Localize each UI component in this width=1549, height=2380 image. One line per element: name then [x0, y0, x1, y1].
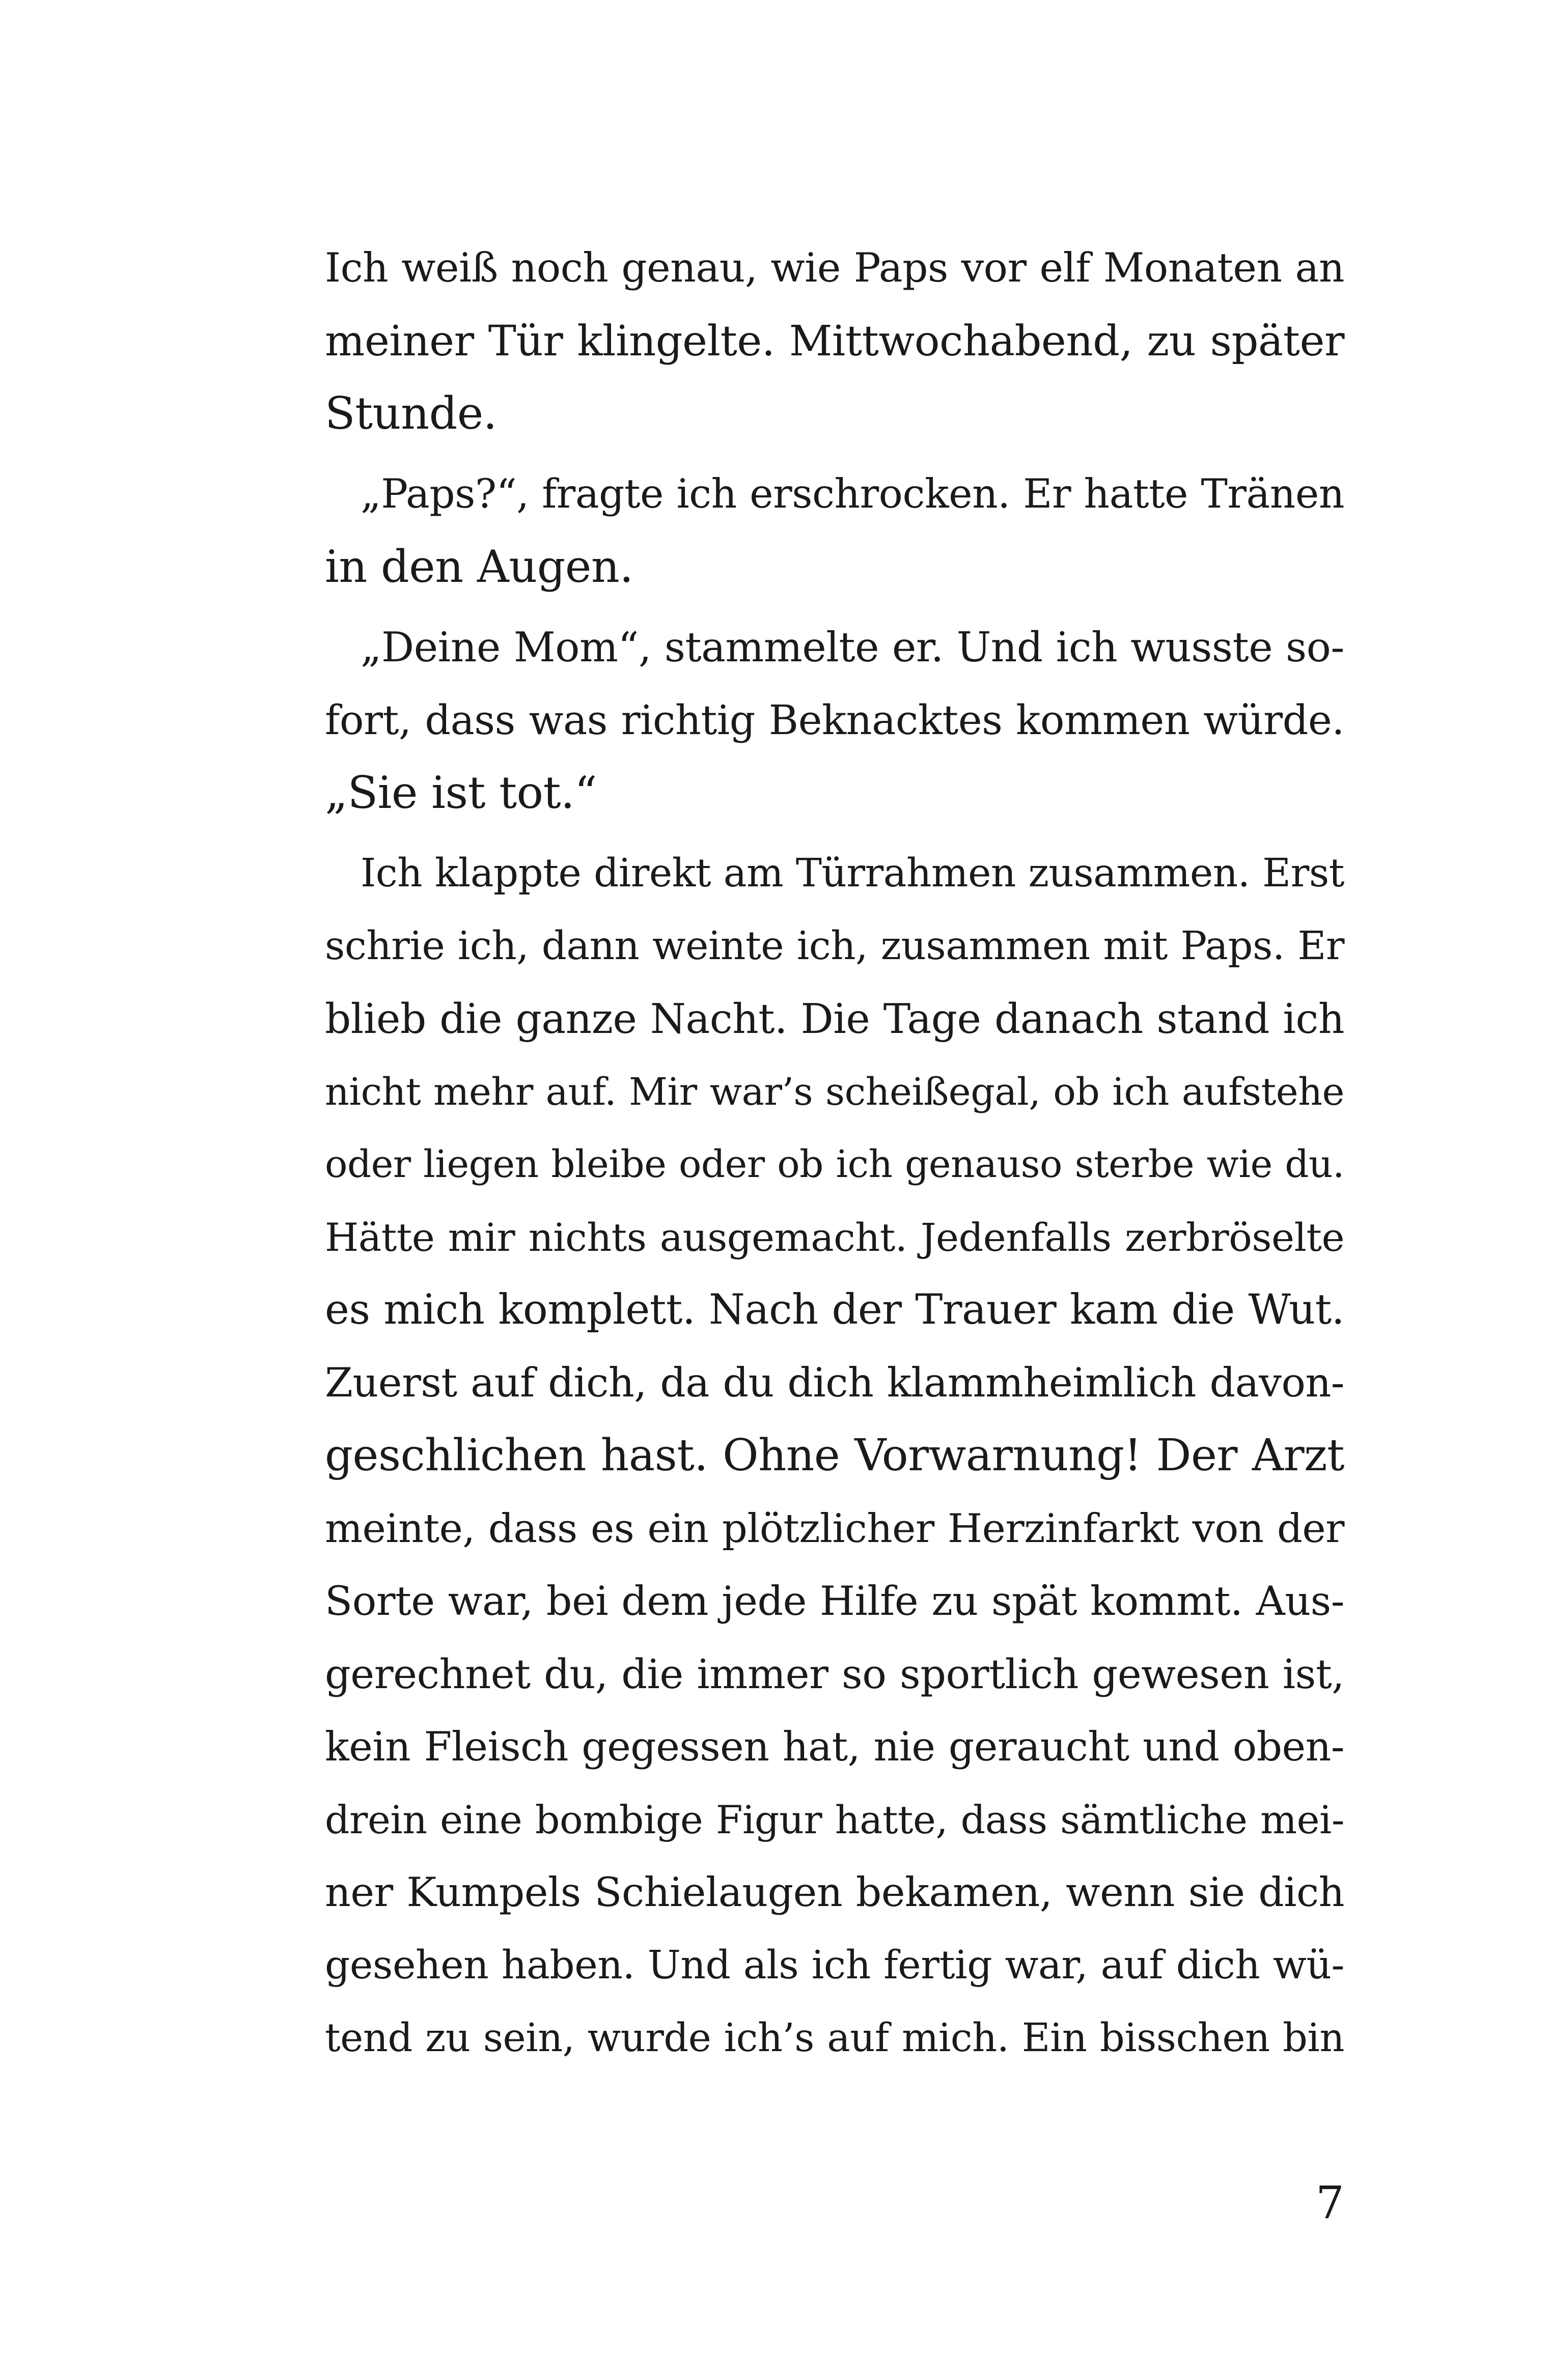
text-line: Ich klappte direkt am Türrahmen zusammen. Erst — [361, 851, 1344, 896]
text-line: „Deine Mom“, stammelte er. Und ich wusste so- — [361, 624, 1344, 671]
body-text — [325, 232, 1344, 2075]
text-line: tend zu sein, wurde ich’s auf mich. Ein bisschen bin — [325, 2015, 1344, 2061]
text-line: Zuerst auf dich, da du dich klammheimlich davon- — [325, 1359, 1344, 1406]
text-line: meiner Tür klingelte. Mittwochabend, zu später — [325, 316, 1344, 366]
text-line: fort, dass was richtig Beknacktes kommen würde. — [325, 696, 1344, 744]
text-line: „Sie ist tot.“ — [325, 767, 597, 819]
page-number: 7 — [1316, 2176, 1344, 2229]
text-line: nicht mehr auf. Mir war’s scheißegal, ob ich aufstehe — [325, 1070, 1344, 1114]
text-line: ner Kumpels Schielaugen bekamen, wenn sie dich — [325, 1869, 1344, 1916]
text-line: oder liegen bleibe oder ob ich genauso sterbe wie du. — [325, 1142, 1344, 1186]
text-line: schrie ich, dann weinte ich, zusammen mit Paps. Er — [325, 923, 1344, 969]
text-line: Sorte war, bei dem jede Hilfe zu spät kommt. Aus- — [325, 1578, 1344, 1625]
text-line: „Paps?“, fragte ich erschrocken. Er hatte Tränen — [361, 470, 1344, 517]
text-line: gesehen haben. Und als ich fertig war, auf dich wü- — [325, 1942, 1344, 1988]
text-line: Hätte mir nichts ausgemacht. Jedenfalls zerbröselte — [325, 1215, 1344, 1260]
text-line: es mich komplett. Nach der Trauer kam die Wut. — [325, 1286, 1344, 1334]
text-line: gerechnet du, die immer so sportlich gewesen ist, — [325, 1650, 1344, 1698]
text-line: meinte, dass es ein plötzlicher Herzinfarkt von der — [325, 1505, 1344, 1552]
text-line: Ich weiß noch genau, wie Paps vor elf Monaten an — [325, 244, 1344, 291]
text-line: drein eine bombige Figur hatte, dass sämtliche mei- — [325, 1797, 1344, 1842]
text-line: Stunde. — [325, 387, 497, 439]
text-line: kein Fleisch gegessen hat, nie geraucht und oben- — [325, 1723, 1344, 1770]
text-line: blieb die ganze Nacht. Die Tage danach stand ich — [325, 995, 1344, 1043]
text-line: geschlichen hast. Ohne Vorwarnung! Der Arzt — [325, 1430, 1344, 1481]
text-line: in den Augen. — [325, 541, 633, 593]
